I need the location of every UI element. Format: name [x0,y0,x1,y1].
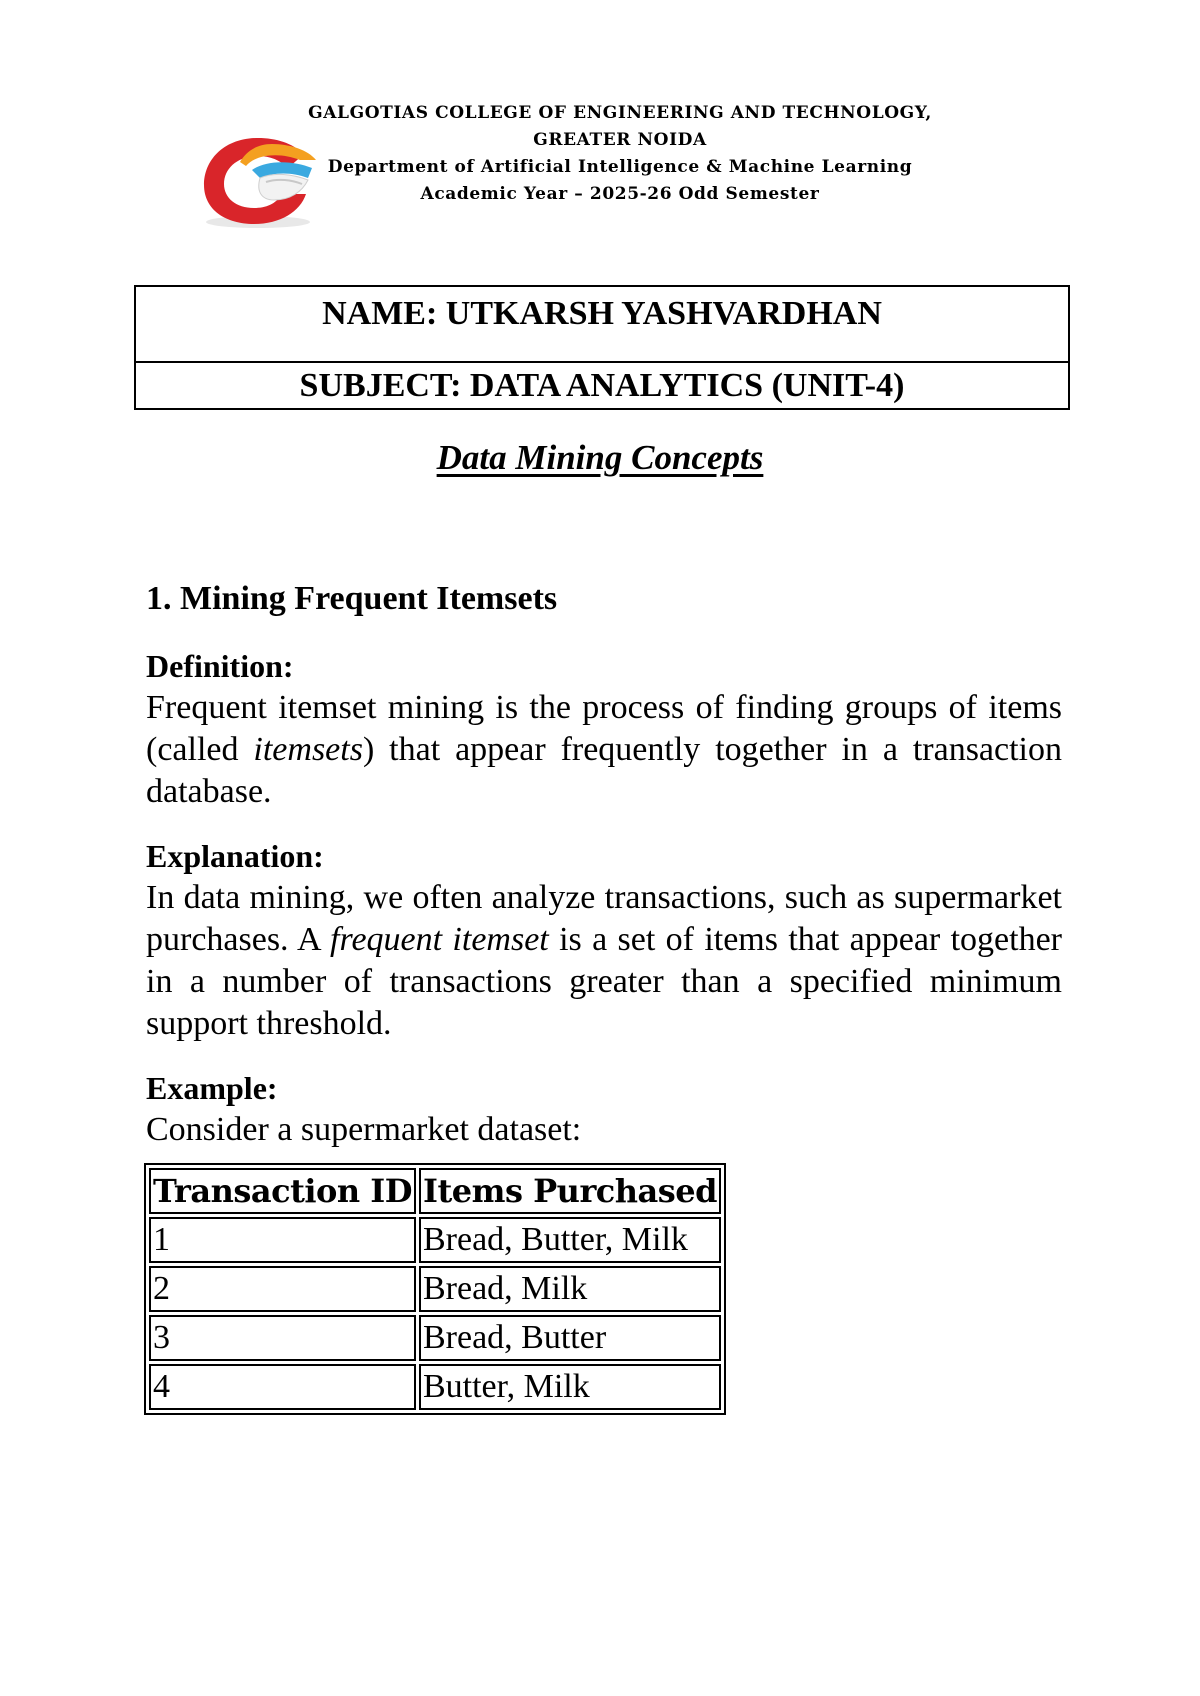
table-row [149,1315,721,1361]
definition-label: Definition: [146,648,294,684]
college-header [290,100,950,208]
college-name-line1: GALGOTIAS COLLEGE OF ENGINEERING AND TECHNOLOGY, [308,103,932,123]
definition-text-end: ) that appear frequently together in a transaction database. [146,731,1063,810]
transaction-id-cell: 1 [149,1217,416,1263]
main-content [146,575,1062,1415]
table-row [149,1217,721,1263]
definition-emphasis: itemsets [253,731,363,768]
example-intro: Consider a supermarket dataset: [146,1111,582,1148]
college-logo-icon [196,130,324,230]
transaction-id-cell: 4 [149,1364,416,1410]
explanation-text-end: is a set of items that appear together in a number of transactions greater than a specified minimum support threshold. [146,921,1062,1042]
items-cell: Bread, Butter [419,1315,721,1361]
header-transaction-id: Transaction ID [149,1168,416,1214]
academic-year: Academic Year – 2025-26 Odd Semester [420,184,820,204]
items-cell: Bread, Butter, Milk [419,1217,721,1263]
table-header-row [149,1168,721,1214]
subject-title: SUBJECT: DATA ANALYTICS (UNIT-4) [299,367,905,404]
college-name-line2: GREATER NOIDA [533,130,707,150]
definition-paragraph [146,687,1062,813]
explanation-label: Explanation: [146,838,324,874]
items-cell: Butter, Milk [419,1364,721,1410]
table-row [149,1364,721,1410]
transaction-id-cell: 2 [149,1266,416,1312]
definition-text-start: Frequent itemset mining is the process of finding groups of items (called [146,689,1062,768]
table-row [149,1266,721,1312]
items-cell: Bread, Milk [419,1266,721,1312]
example-label: Example: [146,1070,278,1106]
document-title: Data Mining Concepts [436,438,764,477]
department-name: Department of Artificial Intelligence & Machine Learning [327,157,913,177]
header-items-purchased: Items Purchased [419,1168,721,1214]
student-name: NAME: UTKARSH YASHVARDHAN [136,287,1068,363]
explanation-paragraph [146,877,1062,1045]
explanation-emphasis: frequent itemset [330,921,549,958]
transactions-table [144,1163,726,1415]
explanation-text-start: In data mining, we often analyze transactions, such as supermarket purchases. A [146,879,1062,958]
student-info-box [134,285,1070,410]
section-heading: 1. Mining Frequent Itemsets [146,580,558,617]
transaction-id-cell: 3 [149,1315,416,1361]
